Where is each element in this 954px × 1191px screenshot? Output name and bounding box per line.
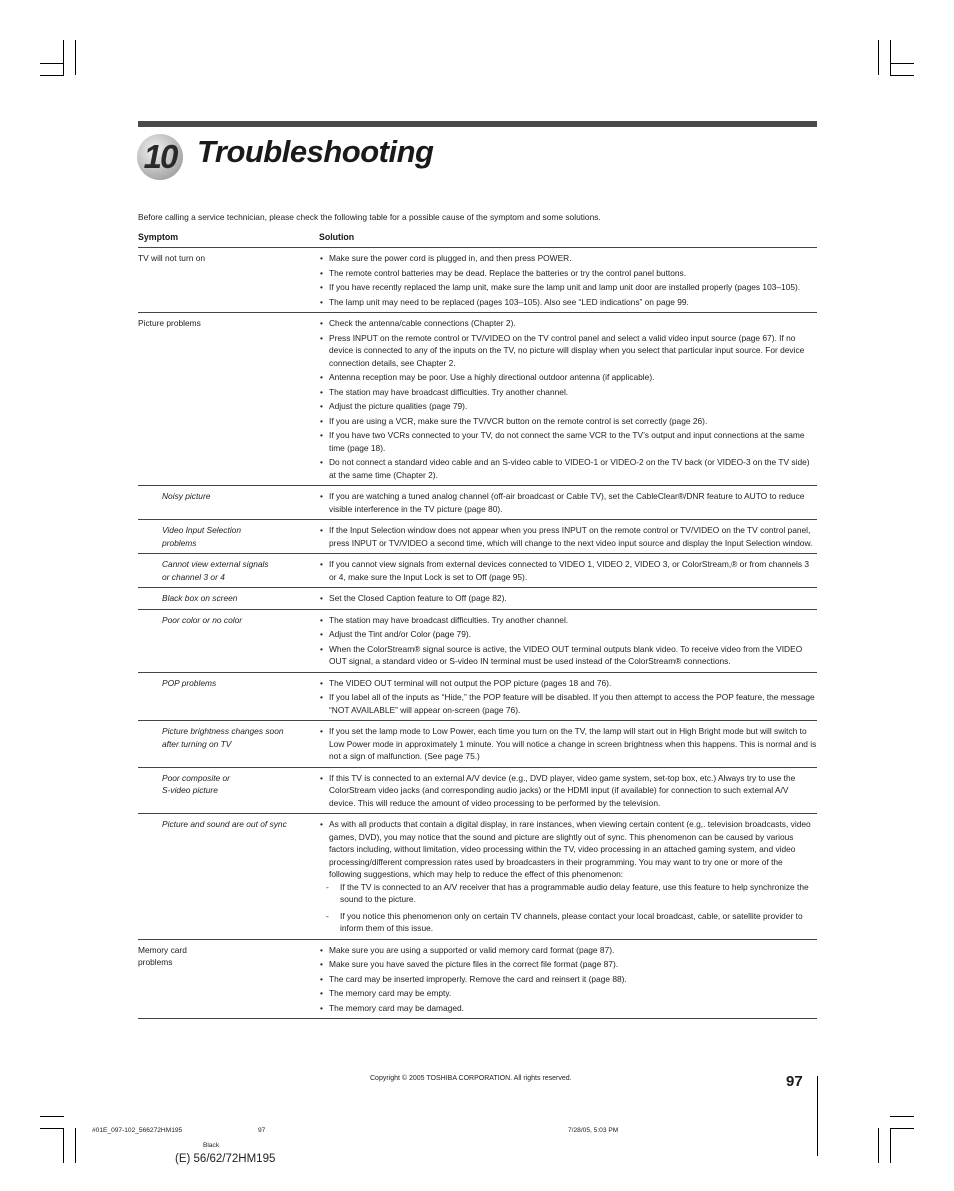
symptom-cell: TV will not turn on	[138, 253, 206, 263]
solution-item: • The station may have broadcast difficulties. Try another channel.	[319, 386, 817, 399]
crop-mark	[878, 1128, 879, 1163]
crop-mark	[40, 63, 64, 64]
solution-cell	[319, 592, 817, 605]
solution-item: • Antenna reception may be poor. Use a highly directional outdoor antenna (if applicable).	[319, 371, 817, 384]
solution-item: • The VIDEO OUT terminal will not output the POP picture (pages 18 and 76).	[319, 677, 817, 690]
chapter-number: 10	[143, 138, 177, 175]
solution-item: • Make sure you have saved the picture files in the correct file format (page 87).	[319, 958, 817, 971]
table-row	[138, 486, 817, 520]
symptom-cell: Poor color or no color	[162, 614, 243, 625]
ink-color: Black	[203, 1142, 220, 1149]
table-body	[138, 248, 817, 1019]
table-row	[138, 721, 817, 768]
crop-mark	[40, 1128, 64, 1129]
page-number-rule	[817, 1076, 818, 1156]
print-page: 97	[258, 1127, 266, 1134]
table-row	[138, 554, 817, 588]
solution-item: • When the ColorStream® signal source is active, the VIDEO OUT terminal outputs blank video. To receive video from the VIDEO OUT signal, a standard video or S-video IN terminal must be used instead of the ColorStream® connections.	[319, 643, 817, 668]
model-number: (E) 56/62/72HM195	[175, 1153, 276, 1165]
solution-item: • Adjust the Tint and/or Color (page 79).	[319, 628, 817, 641]
solution-item: • Check the antenna/cable connections (Chapter 2).	[319, 317, 817, 330]
symptom-cell: Picture brightness changes soon after turning on TV	[162, 726, 284, 749]
solution-item: • If you are watching a tuned analog channel (off-air broadcast or Cable TV), set the CableClear®/DNR feature to AUTO to reduce visible interference in the TV picture (page 80).	[319, 490, 817, 515]
table-row	[138, 814, 817, 940]
table-row	[138, 248, 817, 313]
symptom-header: Symptom	[138, 232, 179, 242]
crop-mark	[890, 1128, 914, 1129]
intro-text: Before calling a service technician, please check the following table for a possible cause of the symptom and some solutions.	[138, 212, 601, 222]
crop-mark	[890, 40, 891, 75]
symptom-cell: Noisy picture	[162, 491, 211, 501]
solution-cell	[319, 944, 817, 1015]
solution-cell	[319, 490, 817, 515]
solution-item: • Adjust the picture qualities (page 79).	[319, 400, 817, 413]
crop-mark	[40, 75, 64, 76]
crop-mark	[890, 1116, 914, 1117]
solution-item: • The memory card may be empty.	[319, 987, 817, 1000]
symptom-cell: Cannot view external signals or channel 3 or 4	[162, 559, 269, 582]
solution-cell	[319, 317, 817, 481]
troubleshooting-table	[138, 232, 817, 1019]
solution-item: • The memory card may be damaged.	[319, 1002, 817, 1015]
solution-item: • Do not connect a standard video cable and an S-video cable to VIDEO-1 or VIDEO-2 on the TV back (or VIDEO-3 on the TV side) at the same time (Chapter 2).	[319, 456, 817, 481]
table-row	[138, 588, 817, 610]
solution-header: Solution	[319, 232, 355, 242]
solution-item: • If you have recently replaced the lamp unit, make sure the lamp unit and lamp unit door are installed properly (pages 103–105).	[319, 281, 817, 294]
solution-item: • Set the Closed Caption feature to Off (page 82).	[319, 592, 817, 605]
solution-cell	[319, 614, 817, 668]
solution-item: • The remote control batteries may be dead. Replace the batteries or try the control panel buttons.	[319, 267, 817, 280]
symptom-cell: Picture problems	[138, 318, 201, 328]
solution-item: • Make sure you are using a supported or valid memory card format (page 87).	[319, 944, 817, 957]
header-rule	[138, 121, 817, 127]
solution-item: • If you have two VCRs connected to your TV, do not connect the same VCR to the TV’s output and input connections at the same time (page 18).	[319, 429, 817, 454]
crop-mark	[890, 75, 914, 76]
table-row	[138, 520, 817, 554]
crop-mark	[878, 40, 879, 75]
table-row	[138, 940, 817, 1020]
crop-mark	[75, 40, 76, 75]
solution-item: • If this TV is connected to an external A/V device (e.g., DVD player, video game system, set-top box, etc.) Always try to use the ColorStream video jacks (and corresponding audio jacks) or the HDMI input (if available) for connection to such external A/V device. This will reduce the amount of video processing to be performed by the television.	[319, 772, 817, 810]
crop-mark	[63, 1128, 64, 1163]
solution-item: • If you cannot view signals from external devices connected to VIDEO 1, VIDEO 2, VIDEO 3, or ColorStream,® or from channels 3 or 4, make sure the Input Lock is set to Off (page 95).	[319, 558, 817, 583]
solution-cell	[319, 772, 817, 810]
crop-mark	[75, 1128, 76, 1163]
table-header	[138, 232, 817, 248]
solution-subitem: - If you notice this phenomenon only on certain TV channels, please contact your local broadcast, cable, or satellite provider to inform them of this issue.	[325, 910, 817, 935]
copyright: Copyright © 2005 TOSHIBA CORPORATION. All rights reserved.	[370, 1075, 572, 1082]
solution-item: • If you are using a VCR, make sure the TV/VCR button on the remote control is set correctly (page 26).	[319, 415, 817, 428]
solution-item: • The lamp unit may need to be replaced (pages 103–105). Also see “LED indications” on page 99.	[319, 296, 817, 309]
table-row	[138, 610, 817, 673]
page-title: Troubleshooting	[197, 134, 434, 169]
solution-cell	[319, 524, 817, 549]
solution-cell	[319, 677, 817, 717]
symptom-cell: Picture and sound are out of sync	[162, 819, 287, 829]
solution-item: • If you label all of the inputs as “Hide,” the POP feature will be disabled. If you then attempt to access the POP feature, the message “NOT AVAILABLE” will appear on-screen (page 76).	[319, 691, 817, 716]
page-number: 97	[786, 1073, 803, 1090]
crop-mark	[63, 40, 64, 75]
symptom-cell: Black box on screen	[162, 593, 238, 603]
solution-cell	[319, 818, 817, 935]
crop-mark	[890, 1128, 891, 1163]
symptom-cell: Video Input Selection problems	[162, 525, 242, 548]
crop-mark	[40, 1116, 64, 1117]
solution-item: • If you set the lamp mode to Low Power, each time you turn on the TV, the lamp will start out in High Bright mode but will switch to Low Power mode in approximately 1 minute. You will notice a change in screen brightness when this happens. This is normal and is not a sign of malfunction. (See page 75.)	[319, 725, 817, 763]
crop-mark	[890, 63, 914, 64]
print-date: 7/28/05, 5:03 PM	[568, 1127, 619, 1134]
solution-item: • If the Input Selection window does not appear when you press INPUT on the remote control or TV/VIDEO on the TV control panel, press INPUT or TV/VIDEO a second time, which will change to the next video input source and display the Input Selection window.	[319, 524, 817, 549]
solution-cell	[319, 558, 817, 583]
solution-item: • The card may be inserted improperly. Remove the card and reinsert it (page 88).	[319, 973, 817, 986]
table-row	[138, 673, 817, 722]
solution-cell	[319, 252, 817, 308]
solution-item: • As with all products that contain a digital display, in rare instances, when viewing certain content (e.g,. television broadcasts, video games, DVD), you may notice that the sound and picture are slightly out of sync. This phenomenon can be caused by various factors including, without limitation, video processing within the TV, video processing in an attached gaming system, and video processing/different compression rates used by broadcasters in their programming. You may want to try one or more of the following suggestions, which may help to reduce the effect of this phenomenon:	[319, 818, 817, 881]
table-row	[138, 768, 817, 815]
symptom-cell: Poor composite or S-video picture	[162, 772, 230, 795]
file-name: #01E_097-102_566272HM195	[92, 1127, 183, 1134]
solution-cell	[319, 725, 817, 763]
solution-item: • Press INPUT on the remote control or TV/VIDEO on the TV control panel and select a valid video input source (page 67). If no device is connected to any of the inputs on the TV, no picture will display when you select that particular input source. For device connection details, see Chapter 2.	[319, 332, 817, 370]
solution-subitem: - If the TV is connected to an A/V receiver that has a programmable audio delay feature, use this feature to help synchronize the sound to the picture.	[325, 881, 817, 906]
table-row	[138, 313, 817, 486]
solution-item: • The station may have broadcast difficulties. Try another channel.	[319, 614, 817, 627]
solution-item: • Make sure the power cord is plugged in, and then press POWER.	[319, 252, 817, 265]
symptom-cell: POP problems	[162, 677, 217, 688]
symptom-cell: Memory card problems	[138, 944, 187, 967]
